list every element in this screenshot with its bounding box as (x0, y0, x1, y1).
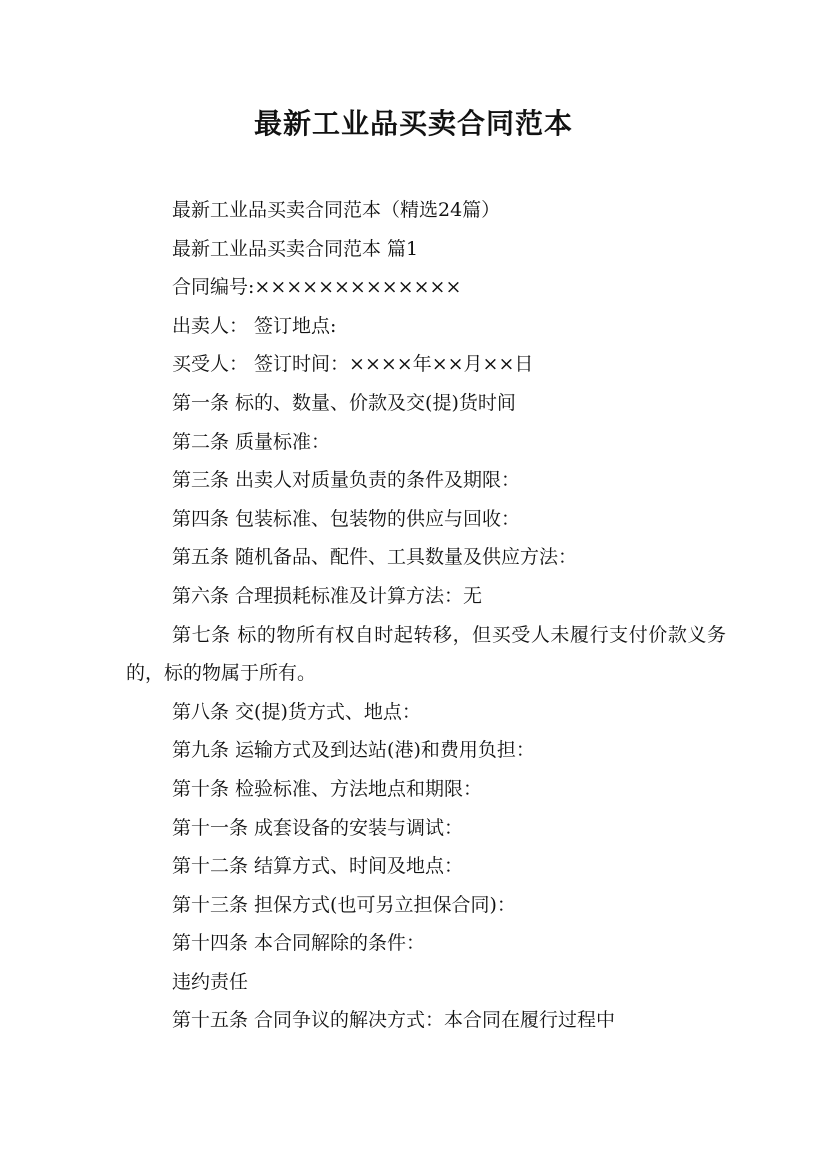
paragraph-liability-heading: 违约责任 (172, 970, 249, 993)
paragraph-section-heading: 最新工业品买卖合同范本 篇1 (172, 237, 419, 260)
paragraph-article-5: 第五条 随机备品、配件、工具数量及供应方法： (172, 546, 578, 569)
paragraph-article-7: 第七条 标的物所有权自时起转移，但买受人未履行支付价款义务的，标的物属于所有。 (126, 623, 726, 685)
paragraph-subtitle: 最新工业品买卖合同范本（精选24篇） (172, 199, 501, 221)
paragraph-article-12: 第十二条 结算方式、时间及地点： (172, 855, 464, 878)
paragraph-article-6: 第六条 合理损耗标准及计算方法：无 (172, 584, 483, 607)
paragraph-article-13: 第十三条 担保方式(也可另立担保合同)： (172, 893, 516, 916)
paragraph-article-11: 第十一条 成套设备的安装与调试： (172, 816, 464, 839)
paragraph-article-1: 第一条 标的、数量、价款及交(提)货时间 (172, 391, 516, 414)
paragraph-article-3: 第三条 出卖人对质量负责的条件及期限： (172, 469, 521, 492)
document-title: 最新工业品买卖合同范本 (253, 107, 573, 140)
paragraph-seller: 出卖人： 签订地点: (172, 314, 337, 337)
paragraph-article-10: 第十条 检验标准、方法地点和期限： (172, 777, 483, 800)
paragraph-article-15: 第十五条 合同争议的解决方式：本合同在履行过程中 (172, 1009, 616, 1032)
paragraph-buyer: 买受人： 签订时间：××××年××月××日 (172, 353, 534, 376)
paragraph-article-14: 第十四条 本合同解除的条件： (172, 932, 426, 955)
document-body (126, 191, 726, 1040)
paragraph-article-8: 第八条 交(提)货方式、地点： (172, 700, 421, 723)
paragraph-article-9: 第九条 运输方式及到达站(港)和费用负担： (172, 739, 535, 762)
paragraph-article-4: 第四条 包装标准、包装物的供应与回收： (172, 507, 521, 530)
paragraph-article-2: 第二条 质量标准： (172, 430, 331, 453)
paragraph-contract-number: 合同编号:××××××××××××× (172, 276, 462, 299)
